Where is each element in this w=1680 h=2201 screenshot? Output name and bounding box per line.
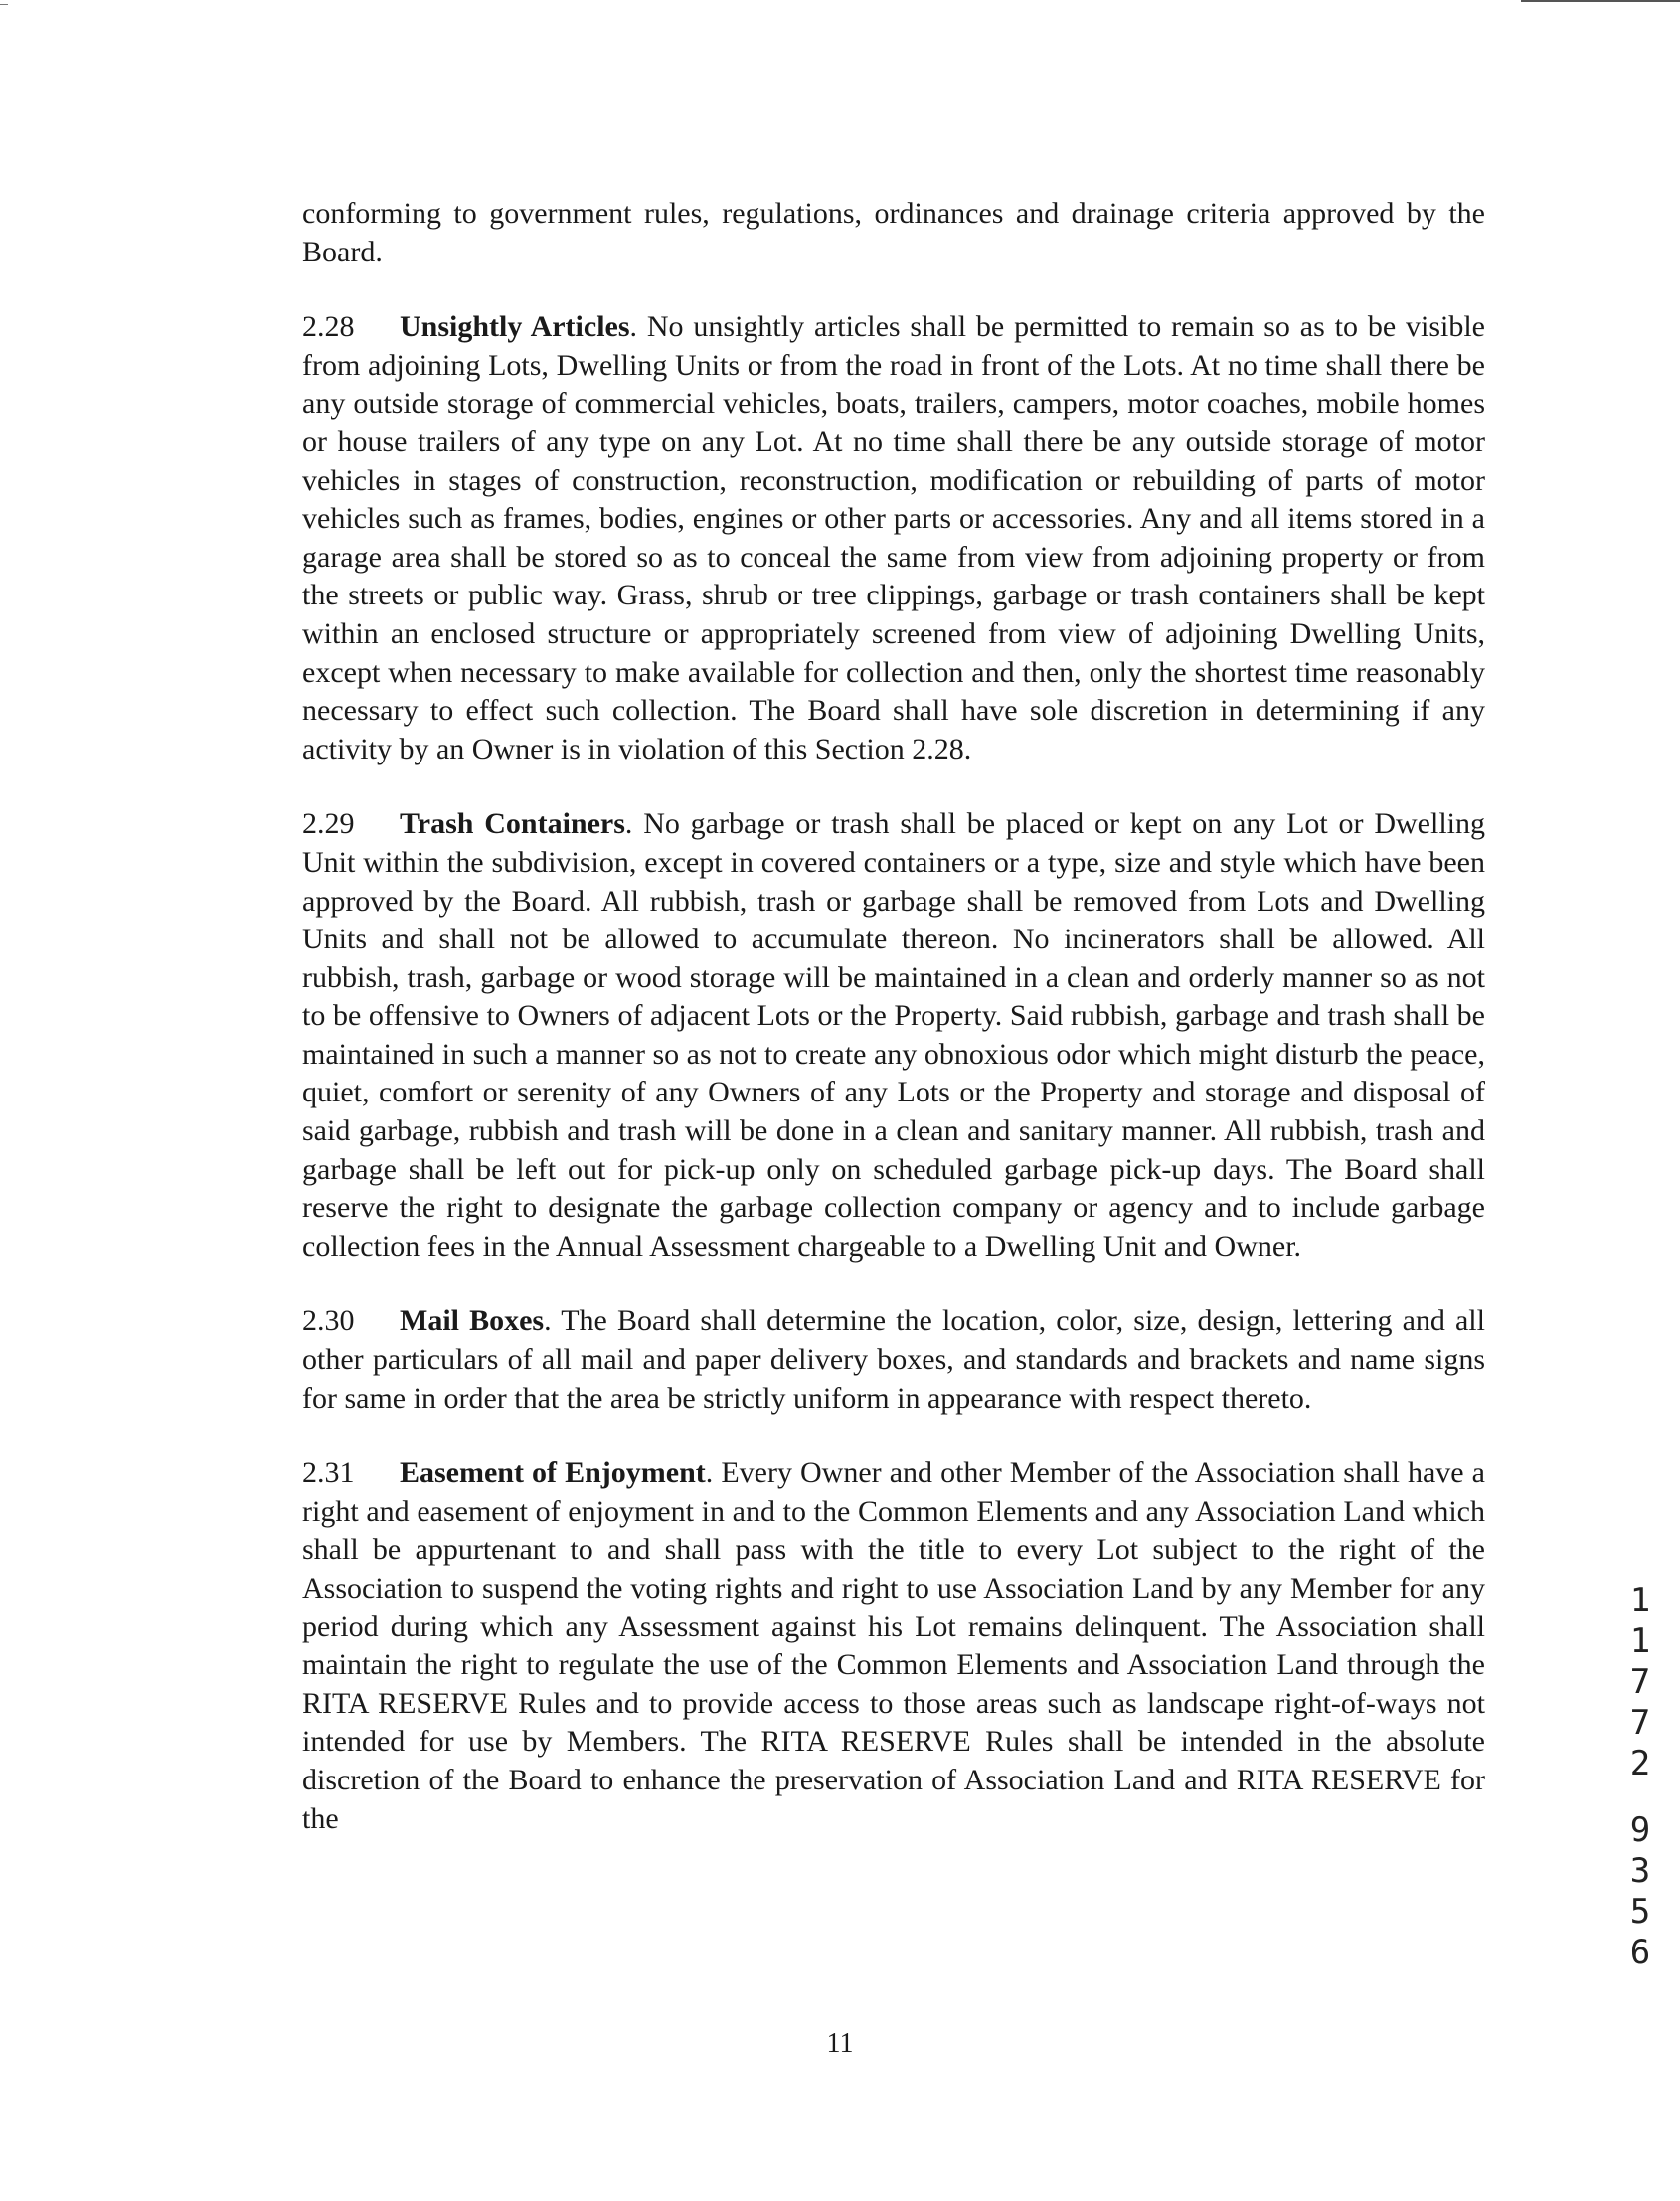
stamp-digit: 5 [1629, 1892, 1651, 1932]
section-number: 2.30 [302, 1304, 355, 1338]
section-title: Unsightly Articles [400, 310, 630, 344]
section-body: The Board shall determine the location, color, size, design, lettering and all other particulars of all mail and paper delivery boxes, and standards and brackets and name signs for same in order that the area be strictly uniform in appearance with respect thereto. [302, 1304, 1485, 1415]
section-body: No garbage or trash shall be placed or kept on any Lot or Dwelling Unit within the subdivision, except in covered containers or a type, size and style which have been approved by the Board. All rubbish, trash or garbage shall be removed from Lots and Dwelling Units and shall not be allowed to accumulate thereon. No incinerators shall be allowed. All rubbish, trash, garbage or wood storage will be maintained in a clean and orderly manner so as not to be offensive to Owners of adjacent Lots or the Property. Said rubbish, garbage and trash shall be maintained in such a manner so as not to create any obnoxious odor which might disturb the peace, quiet, comfort or serenity of any Owners of any Lots or the Property and storage and disposal of said garbage, rubbish and trash will be done in a clean and sanitary manner. All rubbish, trash and garbage shall be left out for pick-up only on scheduled garbage pick-up days. The Board shall reserve the right to designate the garbage collection company or agency and to include garbage collection fees in the Annual Assessment chargeable to a Dwelling Unit and Owner. [302, 807, 1485, 1263]
stamp-digit: 3 [1629, 1851, 1651, 1891]
top-edge-rule [1521, 0, 1680, 2]
section-body: Every Owner and other Member of the Association shall have a right and easement of enjoyment in and to the Common Elements and any Association Land which shall be appurtenant to and shall pass with the title to every Lot subject to the right of the Association to suspend the voting rights and right to use Association Land by any Member for any period during which any Assessment against his Lot remains delinquent. The Association shall maintain the right to regulate the use of the Common Elements and Association Land through the RITA RESERVE Rules and to provide access to those areas such as landscape right-of-ways not intended for use by Members. The RITA RESERVE Rules shall be intended in the absolute discretion of the Board to enhance the preservation of Association Land and RITA RESERVE for the [302, 1456, 1486, 1835]
page-number: 11 [826, 2028, 854, 2059]
stamp-digit: 9 [1629, 1810, 1651, 1850]
stamp-group-top [1620, 1581, 1660, 1784]
stamp-digit: 7 [1629, 1703, 1651, 1743]
stamp-digit: 1 [1629, 1581, 1651, 1620]
section-number: 2.28 [302, 310, 355, 344]
stamp-digit: 6 [1629, 1933, 1651, 1972]
section-2-31: 2.31 Easement of Enjoyment. Every Owner and other Member of the Association shall have a right and easement of enjoyment in and to the Common Elements and any Association Land which shall be appurtenant to and shall pass with the title to every Lot subject to the right of the Association to suspend the voting rights and right to use Association Land by any Member for any period during which any Assessment against his Lot remains delinquent. The Association shall maintain the right to regulate the use of the Common Elements and Association Land through the RITA RESERVE Rules and to provide access to those areas such as landscape right-of-ways not intended for use by Members. The RITA RESERVE Rules shall be intended in the absolute discretion of the Board to enhance the preservation of Association Land and RITA RESERVE for the [302, 1456, 1486, 1835]
intro-paragraph: conforming to government rules, regulations, ordinances and drainage criteria approved by the Board. [302, 197, 1485, 268]
section-number: 2.31 [302, 1456, 355, 1490]
section-number: 2.29 [302, 807, 355, 841]
section-body: No unsightly articles shall be permitted to remain so as to be visible from adjoining Lots, Dwelling Units or from the road in front of the Lots. At no time shall there be any outside storage of commercial vehicles, boats, trailers, campers, motor coaches, mobile homes or house trailers of any type on any Lot. At no time shall there be any outside storage of motor vehicles in stages of construction, reconstruction, modification or rebuilding of parts of motor vehicles such as frames, bodies, engines or other parts or accessories. Any and all items stored in a garage area shall be stored so as to conceal the same from view from adjoining property or from the streets or public way. Grass, shrub or tree clippings, garbage or trash containers shall be kept within an enclosed structure or appropriately screened from view of adjoining Dwelling Units, except when necessary to make available for collection and then, only the shortest time reasonably necessary to effect such collection. The Board shall have sole discretion in determining if any activity by an Owner is in violation of this Section 2.28. [302, 310, 1485, 765]
section-title: Mail Boxes [400, 1304, 545, 1338]
section-title: Easement of Enjoyment [400, 1456, 706, 1490]
left-edge-mark [0, 4, 8, 5]
stamp-gap [1620, 1784, 1660, 1810]
document-body [302, 195, 1485, 1875]
stamp-digit: 2 [1629, 1744, 1651, 1783]
section-2-28: 2.28 Unsightly Articles. No unsightly articles shall be permitted to remain so as to be visible from adjoining Lots, Dwelling Units or from the road in front of the Lots. At no time shall there be any outside storage of commercial vehicles, boats, trailers, campers, motor coaches, mobile homes or house trailers of any type on any Lot. At no time shall there be any outside storage of motor vehicles in stages of construction, reconstruction, modification or rebuilding of parts of motor vehicles such as frames, bodies, engines or other parts or accessories. Any and all items stored in a garage area shall be stored so as to conceal the same from view from adjoining property or from the streets or public way. Grass, shrub or tree clippings, garbage or trash containers shall be kept within an enclosed structure or appropriately screened from view of adjoining Dwelling Units, except when necessary to make available for collection and then, only the shortest time reasonably necessary to effect such collection. The Board shall have sole discretion in determining if any activity by an Owner is in violation of this Section 2.28. [302, 310, 1485, 765]
stamp-digit: 1 [1629, 1621, 1651, 1661]
stamp-digit: 7 [1629, 1662, 1651, 1702]
section-title: Trash Containers [400, 807, 625, 841]
section-2-30: 2.30 Mail Boxes. The Board shall determine the location, color, size, design, lettering and all other particulars of all mail and paper delivery boxes, and standards and brackets and name signs for same in order that the area be strictly uniform in appearance with respect thereto. [302, 1304, 1485, 1415]
stamp-group-bottom [1620, 1810, 1660, 1973]
section-2-29: 2.29 Trash Containers. No garbage or trash shall be placed or kept on any Lot or Dwelling Unit within the subdivision, except in covered containers or a type, size and style which have been approved by the Board. All rubbish, trash or garbage shall be removed from Lots and Dwelling Units and shall not be allowed to accumulate thereon. No incinerators shall be allowed. All rubbish, trash, garbage or wood storage will be maintained in a clean and orderly manner so as not to be offensive to Owners of adjacent Lots or the Property. Said rubbish, garbage and trash shall be maintained in such a manner so as not to create any obnoxious odor which might disturb the peace, quiet, comfort or serenity of any Owners of any Lots or the Property and storage and disposal of said garbage, rubbish and trash will be done in a clean and sanitary manner. All rubbish, trash and garbage shall be left out for pick-up only on scheduled garbage pick-up days. The Board shall reserve the right to designate the garbage collection company or agency and to include garbage collection fees in the Annual Assessment chargeable to a Dwelling Unit and Owner. [302, 807, 1485, 1263]
recording-number-stamp [1620, 1581, 1660, 1973]
